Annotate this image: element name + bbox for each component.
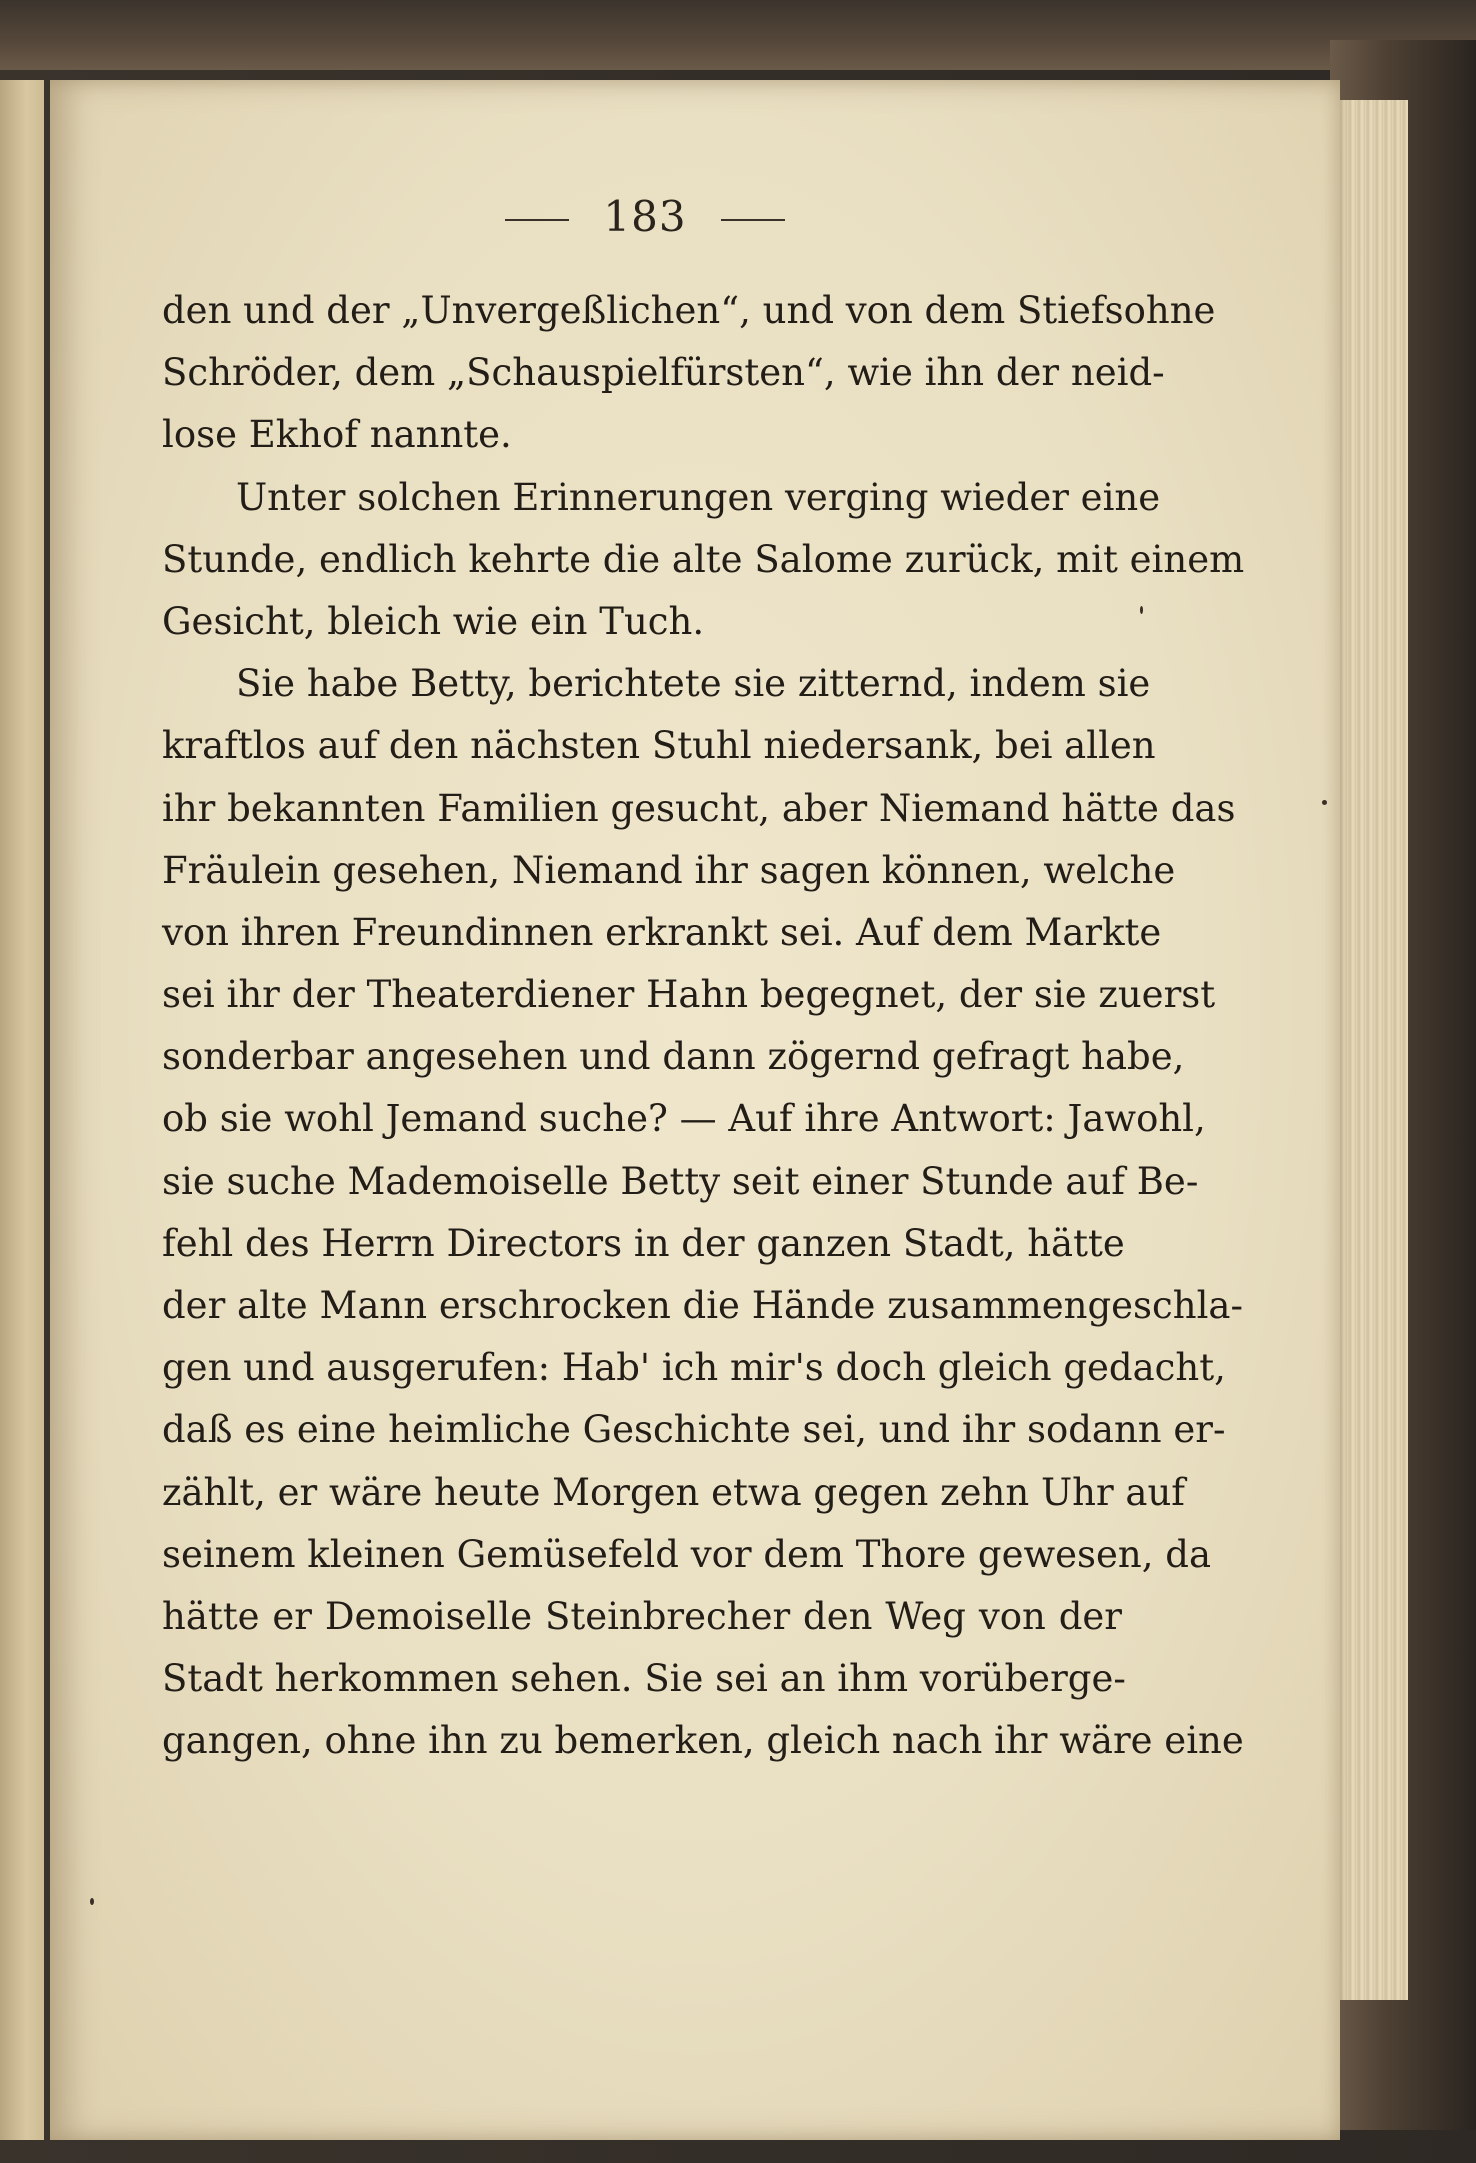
text-line: kraftlos auf den nächsten Stuhl niedersank, bei allen xyxy=(162,724,1156,768)
text-line: gangen, ohne ihn zu bemerken, gleich nach ihr wäre eine xyxy=(162,1719,1244,1763)
header-dash-right xyxy=(721,219,785,221)
header-dash-left xyxy=(505,219,569,221)
text-line: sie suche Mademoiselle Betty seit einer Stunde auf Be- xyxy=(162,1159,1199,1203)
text-line: ob sie wohl Jemand suche? — Auf ihre Antwort: Jawohl, xyxy=(162,1097,1206,1141)
page-number: 183 xyxy=(603,192,687,241)
text-line: Stadt herkommen sehen. Sie sei an ihm vorüberge- xyxy=(162,1657,1126,1701)
text-line: fehl des Herrn Directors in der ganzen Stadt, hätte xyxy=(162,1221,1125,1265)
text-line: seinem kleinen Gemüsefeld vor dem Thore gewesen, da xyxy=(162,1532,1212,1576)
text-line: Stunde, endlich kehrte die alte Salome zurück, mit einem xyxy=(162,537,1245,581)
text-line: Schröder, dem „Schauspielfürsten“, wie ihn der neid- xyxy=(162,351,1165,395)
paper-speck xyxy=(90,1898,94,1905)
paper-speck xyxy=(1322,800,1327,805)
text-line: Fräulein gesehen, Niemand ihr sagen können, welche xyxy=(162,848,1176,892)
body-text xyxy=(162,280,1245,1773)
text-line: sei ihr der Theaterdiener Hahn begegnet, der sie zuerst xyxy=(162,973,1216,1017)
text-line: den und der „Unvergeßlichen“, und von dem Stiefsohne xyxy=(162,289,1216,332)
text-line: lose Ekhof nannte. xyxy=(162,413,512,457)
text-line: Sie habe Betty, berichtete sie zitternd, indem sie xyxy=(236,662,1151,706)
text-line: ihr bekannten Familien gesucht, aber Niemand hätte das xyxy=(162,786,1236,830)
text-line: sonderbar angesehen und dann zögernd gefragt habe, xyxy=(162,1035,1185,1079)
paper-speck xyxy=(1140,606,1143,614)
book-page xyxy=(50,80,1340,2140)
text-line: Gesicht, bleich wie ein Tuch. xyxy=(162,599,705,643)
text-line: gen und ausgerufen: Hab' ich mir's doch gleich gedacht, xyxy=(162,1346,1226,1390)
page-header xyxy=(50,192,1240,241)
text-line: Unter solchen Erinnerungen verging wieder eine xyxy=(236,475,1161,519)
text-line: hätte er Demoiselle Steinbrecher den Weg von der xyxy=(162,1594,1122,1638)
facing-page-edge xyxy=(0,80,44,2140)
text-line: daß es eine heimliche Geschichte sei, und ihr sodann er- xyxy=(162,1408,1226,1452)
text-line: der alte Mann erschrocken die Hände zusammengeschla- xyxy=(162,1284,1243,1327)
text-line: zählt, er wäre heute Morgen etwa gegen zehn Uhr auf xyxy=(162,1470,1185,1514)
book-cover-top xyxy=(0,0,1476,70)
text-line: von ihren Freundinnen erkrankt sei. Auf dem Markte xyxy=(162,910,1162,954)
